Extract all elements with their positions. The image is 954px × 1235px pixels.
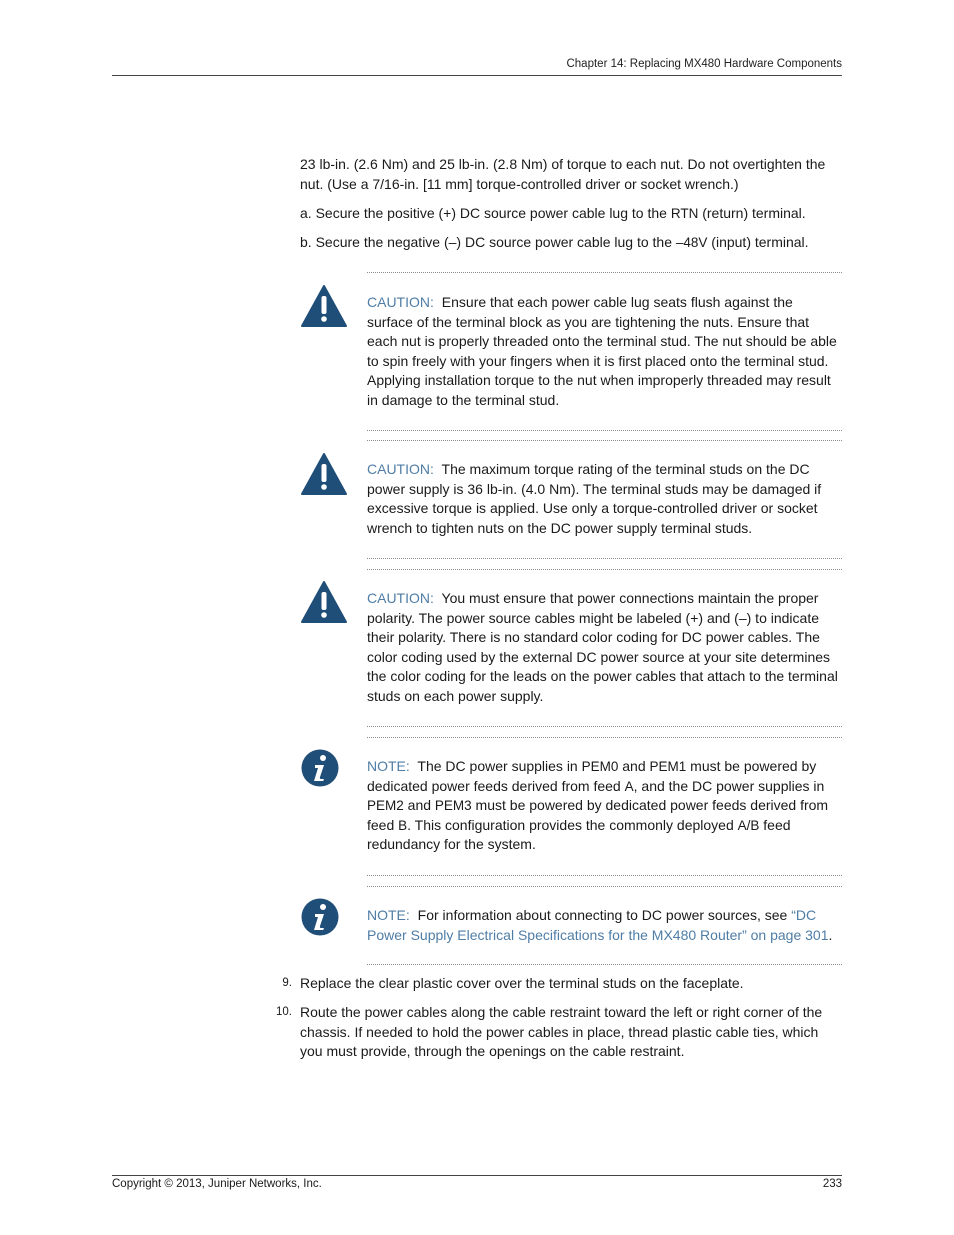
note-label: NOTE: — [367, 758, 410, 774]
step-9: Replace the clear plastic cover over the terminal studs on the faceplate. — [300, 975, 744, 991]
note-text: . This configuration provides the commonly deployed — [407, 816, 738, 833]
rtn-term: RTN — [670, 206, 699, 221]
substep-b-text: b. Secure the negative (–) DC source power cable lug to the — [300, 234, 676, 250]
ab-term: A/B — [737, 817, 760, 833]
caution-notice-1 — [367, 293, 842, 411]
notice-divider — [367, 737, 842, 738]
info-circle-icon — [300, 748, 340, 788]
caution-triangle-icon — [300, 284, 348, 328]
caution-text: You must ensure that power connections maintain the proper polarity. The power source cables might be labeled (+) and (–) to indicate their polarity. There is no standard color coding for DC power cables. The color coding used by the external DC power source at your site determines the color coding for the leads on the power cables that attach to the terminal studs on each power supply. — [367, 590, 838, 704]
notice-divider — [367, 440, 842, 441]
caution-triangle-icon — [300, 580, 348, 624]
caution-triangle-icon — [300, 452, 348, 496]
caution-text: Ensure that each power cable lug seats flush against the surface of the terminal block as you are tightening the nuts. Ensure that each nut is properly threaded onto the terminal stud. The nut should be able to spin freely with your fingers when it is first placed onto the terminal stud. Applying installation torque to the nut when improperly threaded may result in damage to the terminal stud. — [367, 294, 837, 408]
notice-divider — [367, 726, 842, 727]
feed-b-term: B — [398, 817, 408, 833]
caution-text: The maximum torque rating of the terminal studs on the DC power supply is 36 lb-in. (4.0 Nm). The terminal studs may be damaged if excessive torque is applied. Use only a torque-controlled driver or socket wrench to tighten nuts on the DC power supply terminal studs. — [367, 461, 822, 536]
note-text: For information about connecting to DC power sources, see — [417, 907, 792, 923]
note-notice-1 — [367, 757, 842, 855]
pem2-term: PEM2 — [367, 798, 404, 814]
footer-rule — [112, 1175, 842, 1176]
pem3-term: PEM3 — [434, 798, 472, 814]
intro-paragraph: 23 lb-in. (2.6 Nm) and 25 lb-in. (2.8 Nm) of torque to each nut. Do not overtighten the nut. (Use a 7/16-in. [11 mm] torque-controlled driver or socket wrench.) — [300, 156, 826, 192]
48v-term: –48V — [675, 235, 708, 250]
note-end: . — [828, 926, 833, 943]
notice-divider — [367, 886, 842, 887]
note-text: The DC power supplies in — [417, 758, 582, 774]
copyright: Copyright © 2013, Juniper Networks, Inc. — [112, 1178, 322, 1190]
caution-label: CAUTION: — [367, 590, 434, 606]
notice-divider — [367, 272, 842, 273]
note-text: feed redundancy for the system. — [367, 816, 791, 853]
step-10: Route the power cables along the cable restraint toward the left or right corner of the chassis. If needed to hold the power cables in place, thread plastic cable ties, which you must provide, through the openings on the cable restraint. — [300, 1004, 823, 1060]
caution-label: CAUTION: — [367, 294, 434, 310]
caution-notice-3 — [367, 589, 842, 707]
step-number: 9. — [282, 977, 292, 989]
notice-divider — [367, 558, 842, 559]
running-header: Chapter 14: Replacing MX480 Hardware Components — [566, 58, 842, 70]
note-text: and — [618, 758, 650, 774]
note-text: must be powered by dedicated power feeds derived from feed — [367, 758, 817, 794]
note-label: NOTE: — [367, 907, 410, 923]
note-text: , and the DC power supplies in — [633, 777, 825, 794]
notice-divider — [367, 569, 842, 570]
step-number: 10. — [276, 1006, 292, 1018]
substep-a-suffix: (return) terminal. — [698, 205, 806, 221]
note-text: and — [403, 797, 435, 814]
pem1-term: PEM1 — [649, 759, 687, 774]
caution-notice-2 — [367, 460, 842, 538]
substep-b — [300, 233, 842, 253]
note-notice-2 — [367, 906, 842, 945]
substep-b-suffix: (input) terminal. — [707, 234, 809, 250]
dc-power-spec-link[interactable]: “DC Power Supply Electrical Specifications for the MX480 Router” on page 301 — [367, 907, 829, 943]
page-number: 233 — [822, 1178, 842, 1190]
notice-divider — [367, 964, 842, 965]
caution-label: CAUTION: — [367, 461, 434, 477]
note-text: must be powered by dedicated power feeds derived from feed — [367, 797, 829, 833]
pem0-term: PEM0 — [581, 759, 619, 774]
notice-divider — [367, 430, 842, 431]
substep-a — [300, 204, 842, 224]
notice-divider — [367, 875, 842, 876]
substep-a-text: a. Secure the positive (+) DC source power cable lug to the — [300, 205, 671, 221]
header-rule — [112, 75, 842, 76]
feed-a-term: A — [624, 778, 634, 794]
info-circle-icon — [300, 897, 340, 937]
